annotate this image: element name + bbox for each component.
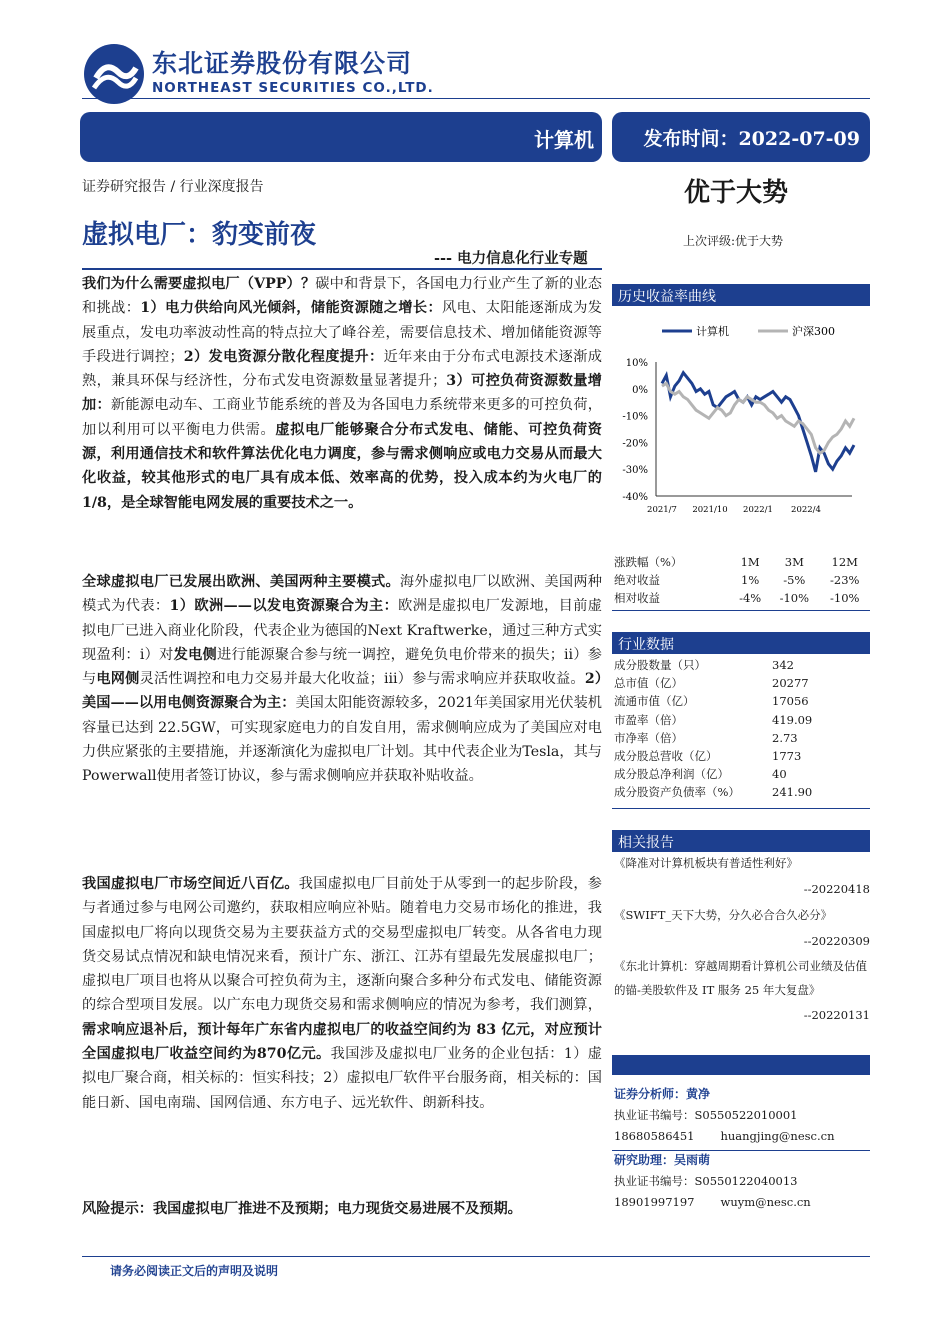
paragraph-risk	[82, 1197, 602, 1221]
assistant-role: 研究助理：	[614, 1153, 675, 1167]
legend-label: 计算机	[696, 325, 729, 338]
analyst-email[interactable]: huangjing@nesc.cn	[720, 1129, 835, 1143]
industry-row	[614, 692, 812, 710]
company-logo	[82, 42, 146, 106]
related-report-date: --20220309	[803, 934, 870, 948]
related-reports	[614, 850, 870, 1028]
assistant-name: 吴雨萌	[674, 1153, 711, 1167]
last-rating: 上次评级:优于大势	[683, 234, 784, 248]
industry-header: 行业数据	[612, 632, 870, 654]
industry-row	[614, 783, 812, 801]
chart-header: 历史收益率曲线	[612, 284, 870, 306]
text-run: 新能源电动车、工商业节能系统的普及为各国电力系统带来更多的可控负荷，加以利用可以平衡电力供需。	[82, 397, 602, 438]
industry-value: 241.90	[772, 785, 813, 800]
series-line-沪深300	[662, 383, 854, 453]
perf-abs-label: 绝对收益	[614, 573, 660, 587]
text-run: 电网侧	[96, 671, 140, 688]
industry-row	[614, 765, 812, 783]
perf-abs-12m: -23%	[830, 573, 860, 587]
industry-value: 342	[772, 658, 794, 673]
series-line-计算机	[662, 373, 854, 472]
industry-label: 成分股数量（只）	[614, 658, 706, 673]
analyst-role: 证券分析师：	[614, 1087, 687, 1101]
text-run: 虚拟电厂能够聚合分布式发电、储能、可控负荷资源，利用通信技术和软件算法优化电力调度，参与需求侧响应或电力交易从而最大化收益，较其他形式的电厂具有成本低、效率高的优势，投入成本约为火电厂的1/8，是全球智能电网发展的重要技术之一。	[82, 421, 602, 511]
text-run: 1）欧洲——以发电资源聚合为主：	[169, 598, 399, 615]
paragraph-global-models	[82, 570, 602, 789]
text-run: 需求响应退补后，预计每年广东省内虚拟电厂的收益空间约为 83 亿元，对应预计全国虚拟电厂收益空间约为870亿元。	[82, 1021, 602, 1063]
x-tick-label: 2021/7	[647, 505, 677, 515]
analyst-cert-label: 执业证书编号：	[614, 1108, 695, 1122]
y-tick-label: -10%	[622, 411, 648, 423]
industry-row	[614, 729, 812, 747]
text-run: 风险提示：我国虚拟电厂推进不及预期；电力现货交易进展不及预期。	[82, 1201, 522, 1217]
report-title: 虚拟电厂：豹变前夜	[82, 220, 317, 250]
related-report-date: --20220418	[803, 882, 870, 896]
x-tick-label: 2022/4	[791, 505, 821, 515]
y-tick-label: 10%	[625, 358, 648, 369]
footer-divider	[82, 1256, 870, 1257]
perf-abs-3m: -5%	[783, 573, 806, 587]
text-run: 风电、太阳能逐渐成为发展重点，发电功率波动性高的特点拉大了峰谷差，需要信息技术、增加储能资源等手段进行调控；	[82, 300, 602, 365]
industry-row	[614, 711, 812, 729]
analyst-bar	[612, 1055, 870, 1075]
related-report-title[interactable]: 《SWIFT_天下大势，分久必合合久必分》	[614, 908, 833, 922]
perf-rel-3m: -10%	[779, 591, 810, 605]
rating: 优于大势	[684, 178, 789, 208]
perf-head-3m: 3M	[784, 555, 804, 569]
industry-row	[614, 656, 812, 674]
industry-value: 1773	[772, 749, 802, 764]
subtitle-underline	[82, 268, 602, 270]
text-run: 发电侧	[173, 646, 218, 663]
analyst-phone: 18680586451	[614, 1129, 695, 1143]
industry-label: 总市值（亿）	[614, 676, 683, 691]
industry-row	[614, 674, 812, 692]
related-header: 相关报告	[612, 830, 870, 852]
header-divider	[82, 98, 870, 99]
perf-head-label: 涨跌幅（%）	[614, 555, 683, 569]
text-run: 我国虚拟电厂市场空间近八百亿。	[82, 876, 299, 892]
text-run: 3）可控负荷资源数量增加：	[82, 373, 602, 414]
industry-label: 流通市值（亿）	[614, 694, 695, 709]
text-run: 海外虚拟电厂以欧洲、美国两种模式为代表：	[82, 574, 602, 615]
y-tick-label: 0%	[632, 384, 648, 396]
x-tick-label: 2021/10	[692, 505, 728, 515]
perf-head-1m: 1M	[740, 555, 760, 569]
y-tick-label: -40%	[622, 492, 648, 503]
perf-rel-label: 相对收益	[614, 591, 660, 605]
text-run: 近年来由于分布式电源技术逐渐成熟，兼具环保与经济性，分布式发电资源数量显著提升；	[82, 348, 602, 390]
report-type: 证券研究报告 / 行业深度报告	[82, 179, 264, 195]
perf-rel-1m: -4%	[739, 591, 762, 605]
paragraph-why-vpp	[82, 272, 602, 515]
text-run: 我国虚拟电厂目前处于从零到一的起步阶段，参与者通过参与电网公司邀约，获取相应响应补贴。随着电力交易市场化的推进，我国虚拟电厂将向以现货交易为主要获益方式的交易型虚拟电厂转变。从各省电力现货交易试点情况和缺电情况来看，预计广东、浙江、江苏有望最先发展虚拟电厂；虚拟电厂项目也将从以聚合可控负荷为主，逐渐向聚合多种分布式发电、储能资源的综合型项目发展。以广东电力现货交易和需求侧响应的情况为参考，我们测算，	[82, 876, 602, 1014]
text-run: 我们为什么需要虚拟电厂（VPP）？	[82, 276, 316, 292]
text-run: 欧洲是虚拟电厂发源地，目前虚拟电厂已进入商业化阶段，代表企业为德国的Next Kraftwerke，通过三种方式实现盈利：i）对	[82, 598, 602, 663]
x-tick-label: 2022/1	[743, 505, 773, 515]
footer-disclaimer: 请务必阅读正文后的声明及说明	[110, 1264, 279, 1278]
company-name-en: NORTHEAST SECURITIES CO.,LTD.	[152, 80, 434, 96]
text-run: 灵活性调控和电力交易并最大化收益；iii）参与需求响应并获取收益。	[139, 671, 585, 688]
text-run: 我国涉及虚拟电厂业务的企业包括：1）虚拟电厂聚合商，相关标的：恒实科技；2）虚拟电厂软件平台服务商，相关标的：国能日新、国电南瑞、国网信通、东方电子、远光软件、朗新科技。	[82, 1046, 602, 1111]
analyst-name: 黄净	[686, 1087, 711, 1101]
industry-label: 成分股总营收（亿）	[614, 749, 718, 764]
divider	[612, 808, 870, 809]
divider	[612, 610, 870, 611]
assistant-email[interactable]: wuym@nesc.cn	[720, 1195, 811, 1209]
text-run: 碳中和背景下，各国电力行业产生了新的业态和挑战：	[82, 276, 602, 317]
text-run: 全球虚拟电厂已发展出欧洲、美国两种主要模式。	[82, 574, 400, 590]
company-name-cn: 东北证券股份有限公司	[152, 49, 413, 78]
text-run: 美国太阳能资源较多，2021年美国家用光伏装机容量已达到 22.5GW，可实现家庭电力的自发自用，需求侧响应成为了美国应对电力供应紧张的主要措施，并逐渐演化为虚拟电厂计划。其中代表企业为Tesla，其与Powerwall使用者签订协议，参与需求侧响应并获取补贴收益。	[82, 695, 602, 785]
industry-value: 419.09	[772, 712, 813, 727]
industry-label: 市净率（倍）	[614, 730, 683, 745]
paragraph-china-market	[82, 872, 602, 1115]
sector-bar	[80, 112, 602, 162]
text-run: 进行能源聚合参与统一调控，避免负电价带来的损失；ii）参与	[82, 646, 602, 688]
perf-abs-1m: 1%	[741, 573, 760, 587]
perf-head-12m: 12M	[831, 555, 858, 569]
report-subtitle: --- 电力信息化行业专题	[434, 250, 588, 267]
y-tick-label: -30%	[622, 465, 648, 477]
legend-label: 沪深300	[792, 325, 835, 338]
related-report-date: --20220131	[803, 1008, 870, 1022]
return-chart	[612, 312, 870, 522]
assistant-cert: S0550122040013	[694, 1174, 798, 1188]
industry-value: 17056	[772, 694, 809, 709]
assistant-block	[614, 1150, 870, 1213]
industry-label: 成分股总净利润（亿）	[614, 767, 729, 782]
industry-label: 市盈率（倍）	[614, 712, 683, 727]
performance-table	[614, 553, 870, 607]
industry-label: 成分股资产负债率（%）	[614, 785, 740, 800]
publish-date: 发布时间：2022-07-09	[612, 112, 870, 162]
text-run: 2）发电资源分散化程度提升：	[183, 348, 384, 365]
related-report-title[interactable]: 《东北计算机：穿越周期看计算机公司业绩及估值的锚-美股软件及 IT 服务 25 年大复盘》	[614, 959, 867, 997]
analyst-block	[614, 1084, 870, 1147]
related-report-title[interactable]: 《降准对计算机板块有普适性利好》	[614, 856, 798, 870]
industry-value: 2.73	[772, 730, 798, 745]
industry-row	[614, 747, 812, 765]
y-tick-label: -20%	[622, 438, 648, 450]
sector-label: 计算机	[534, 128, 594, 152]
industry-value: 20277	[772, 676, 809, 691]
industry-data-table	[614, 656, 812, 802]
assistant-cert-label: 执业证书编号：	[614, 1174, 695, 1188]
text-run: 1）电力供给向风光倾斜，储能资源随之增长：	[140, 300, 443, 317]
text-run: 2）美国——以用电侧资源聚合为主：	[82, 671, 602, 712]
perf-rel-12m: -10%	[830, 591, 860, 605]
industry-value: 40	[772, 767, 787, 782]
analyst-cert: S0550522010001	[694, 1108, 798, 1122]
assistant-phone: 18901997197	[614, 1195, 695, 1209]
